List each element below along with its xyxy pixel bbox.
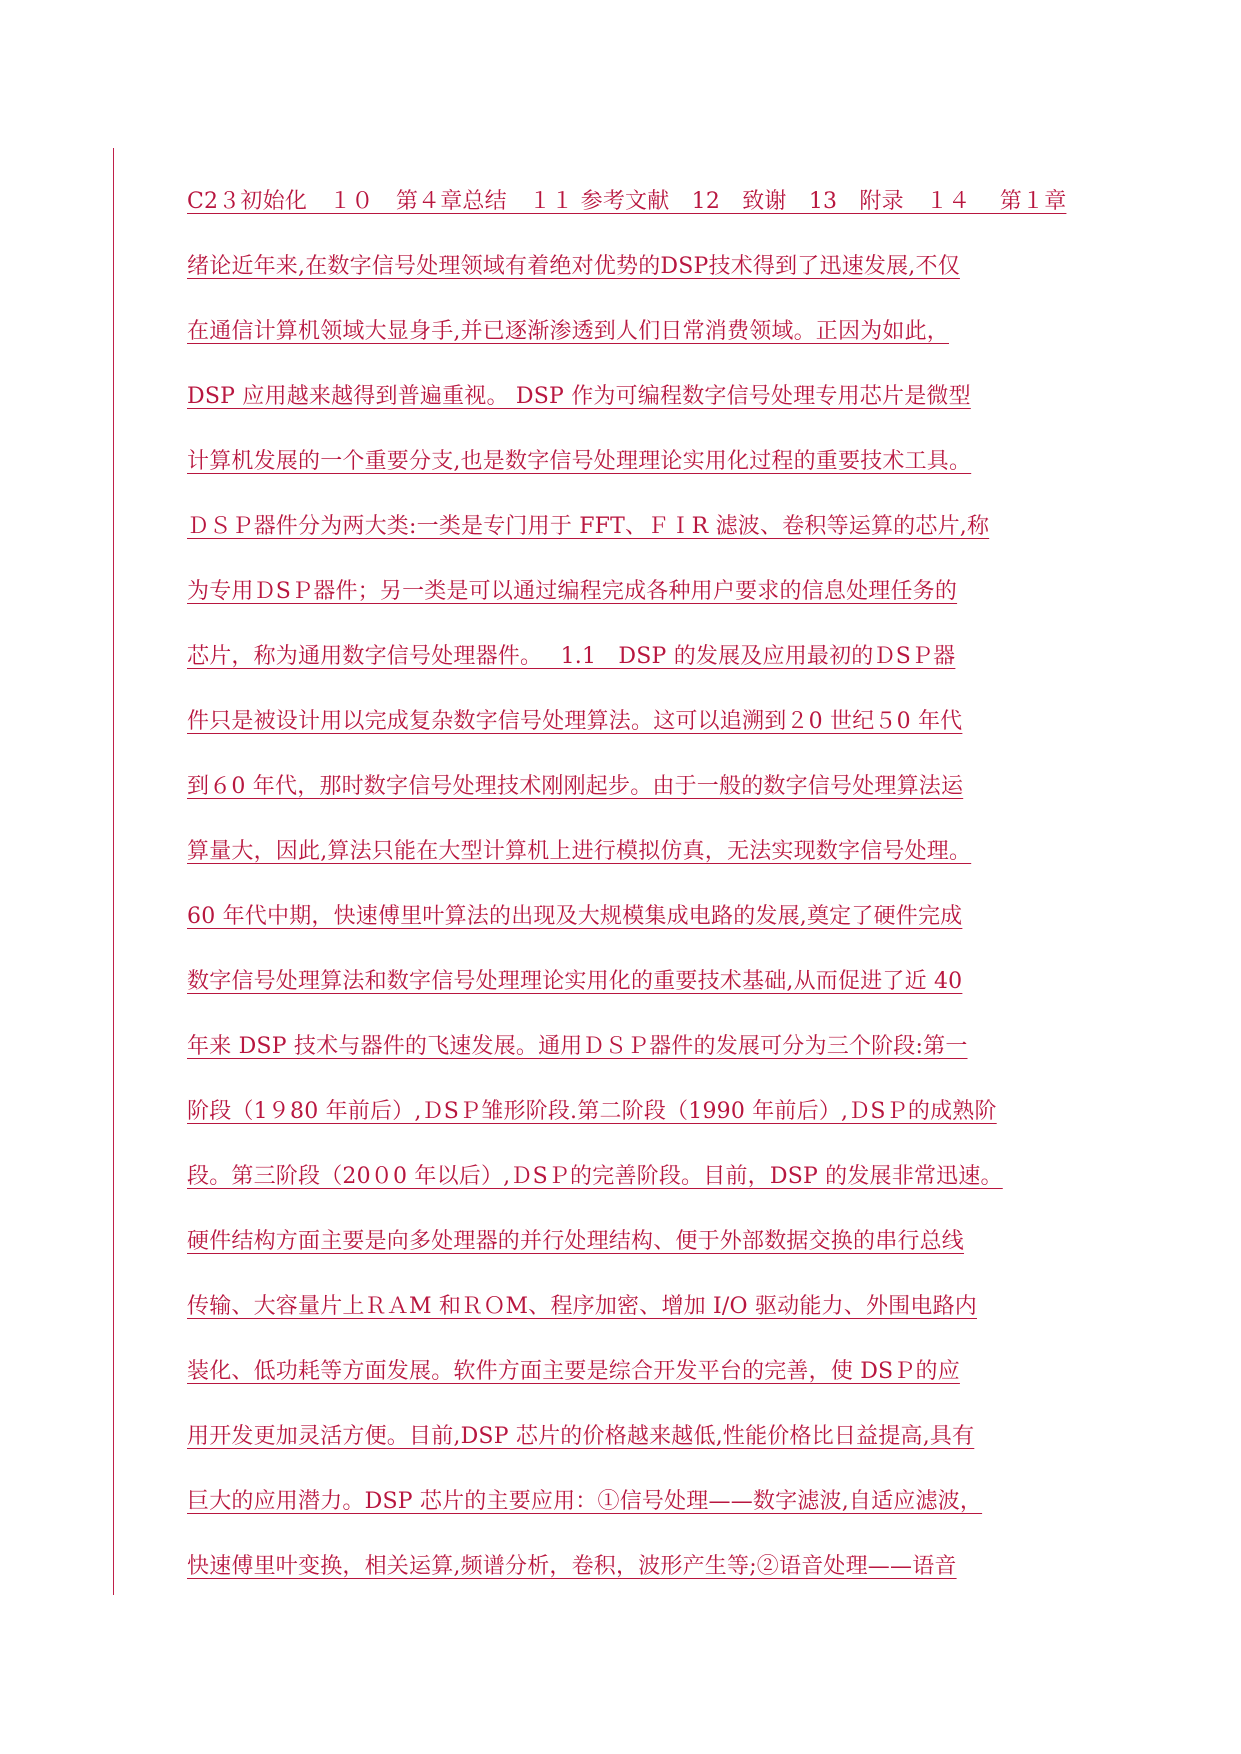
text-line-content: 60 年代中期，快速傅里叶算法的出现及大规模集成电路的发展,奠定了硬件完成 [187,904,963,929]
text-line-content: 用开发更加灵活方便。目前,DSP 芯片的价格越来越低,性能价格比日益提高,具有 [187,1424,975,1449]
text-line [187,745,1087,810]
text-line [187,550,1087,615]
text-line-content: 硬件结构方面主要是向多处理器的并行处理结构、便于外部数据交换的串行总线 [187,1229,965,1254]
text-line-content: 计算机发展的一个重要分支,也是数字信号处理理论实用化过程的重要技术工具。 [187,449,972,474]
text-line-content: 段。第三阶段（20０0 年以后）,ＤSＰ的完善阶段。目前，DSP 的发展非常迅速。 [187,1164,1003,1189]
text-line [187,485,1087,550]
text-line [187,1070,1087,1135]
text-line [187,355,1087,420]
text-line [187,1525,1087,1590]
text-line [187,1200,1087,1265]
text-line-content: ＤＳＰ器件分为两大类:一类是专门用于 FFT、ＦＩR 滤波、卷积等运算的芯片,称 [187,514,990,539]
text-line [187,1395,1087,1460]
text-line [187,1005,1087,1070]
text-line [187,290,1087,355]
text-line [187,940,1087,1005]
text-line-content: 在通信计算机领域大显身手,并已逐渐渗透到人们日常消费领域。正因为如此， [187,319,949,344]
text-line [187,1265,1087,1330]
body-text [187,160,1087,1590]
text-line [187,160,1087,225]
text-line-content: 年来 DSP 技术与器件的飞速发展。通用ＤＳＰ器件的发展可分为三个阶段:第一 [187,1034,968,1059]
text-line [187,680,1087,745]
text-line-content: 巨大的应用潜力。DSP 芯片的主要应用：①信号处理——数字滤波,自适应滤波， [187,1489,983,1514]
text-line [187,1330,1087,1395]
text-line-content: 装化、低功耗等方面发展。软件方面主要是综合开发平台的完善，使 DSＰ的应 [187,1359,960,1384]
text-line-content: 芯片，称为通用数字信号处理器件。 1.1 DSP 的发展及应用最初的ＤSＰ器 [187,644,956,669]
text-line [187,875,1087,940]
text-line-content: DSP 应用越来越得到普遍重视。 DSP 作为可编程数字信号处理专用芯片是微型 [187,384,971,409]
text-line-content: 快速傅里叶变换，相关运算,频谱分析，卷积，波形产生等;②语音处理——语音 [187,1554,957,1579]
text-line [187,810,1087,875]
left-margin-rule [113,148,114,1595]
text-line-content: 为专用ＤSＰ器件；另一类是可以通过编程完成各种用户要求的信息处理任务的 [187,579,958,604]
text-line-content: 数字信号处理算法和数字信号处理理论实用化的重要技术基础,从而促进了近 40 [187,969,963,994]
text-line [187,615,1087,680]
text-line-content: 到６0 年代，那时数字信号处理技术刚刚起步。由于一般的数字信号处理算法运 [187,774,964,799]
text-line-content: C2３初始化 １０ 第４章总结 １１ 参考文献 12 致谢 13 附录 １４ 第１章 [187,189,1067,214]
text-line-content: 算量大，因此,算法只能在大型计算机上进行模拟仿真，无法实现数字信号处理。 [187,839,972,864]
text-line [187,420,1087,485]
text-line [187,1135,1087,1200]
text-line [187,1460,1087,1525]
text-line [187,225,1087,290]
text-line-content: 阶段（1９80 年前后）,ＤSＰ雏形阶段.第二阶段（1990 年前后）,ＤSＰ的成熟阶 [187,1099,997,1124]
text-line-content: 绪论近年来,在数字信号处理领域有着绝对优势的DSP技术得到了迅速发展,不仅 [187,254,960,279]
text-line-content: 传输、大容量片上ＲＡM 和ＲＯM、程序加密、增加 I/O 驱动能力、外围电路内 [187,1294,977,1319]
text-line-content: 件只是被设计用以完成复杂数字信号处理算法。这可以追溯到２0 世纪５0 年代 [187,709,963,734]
